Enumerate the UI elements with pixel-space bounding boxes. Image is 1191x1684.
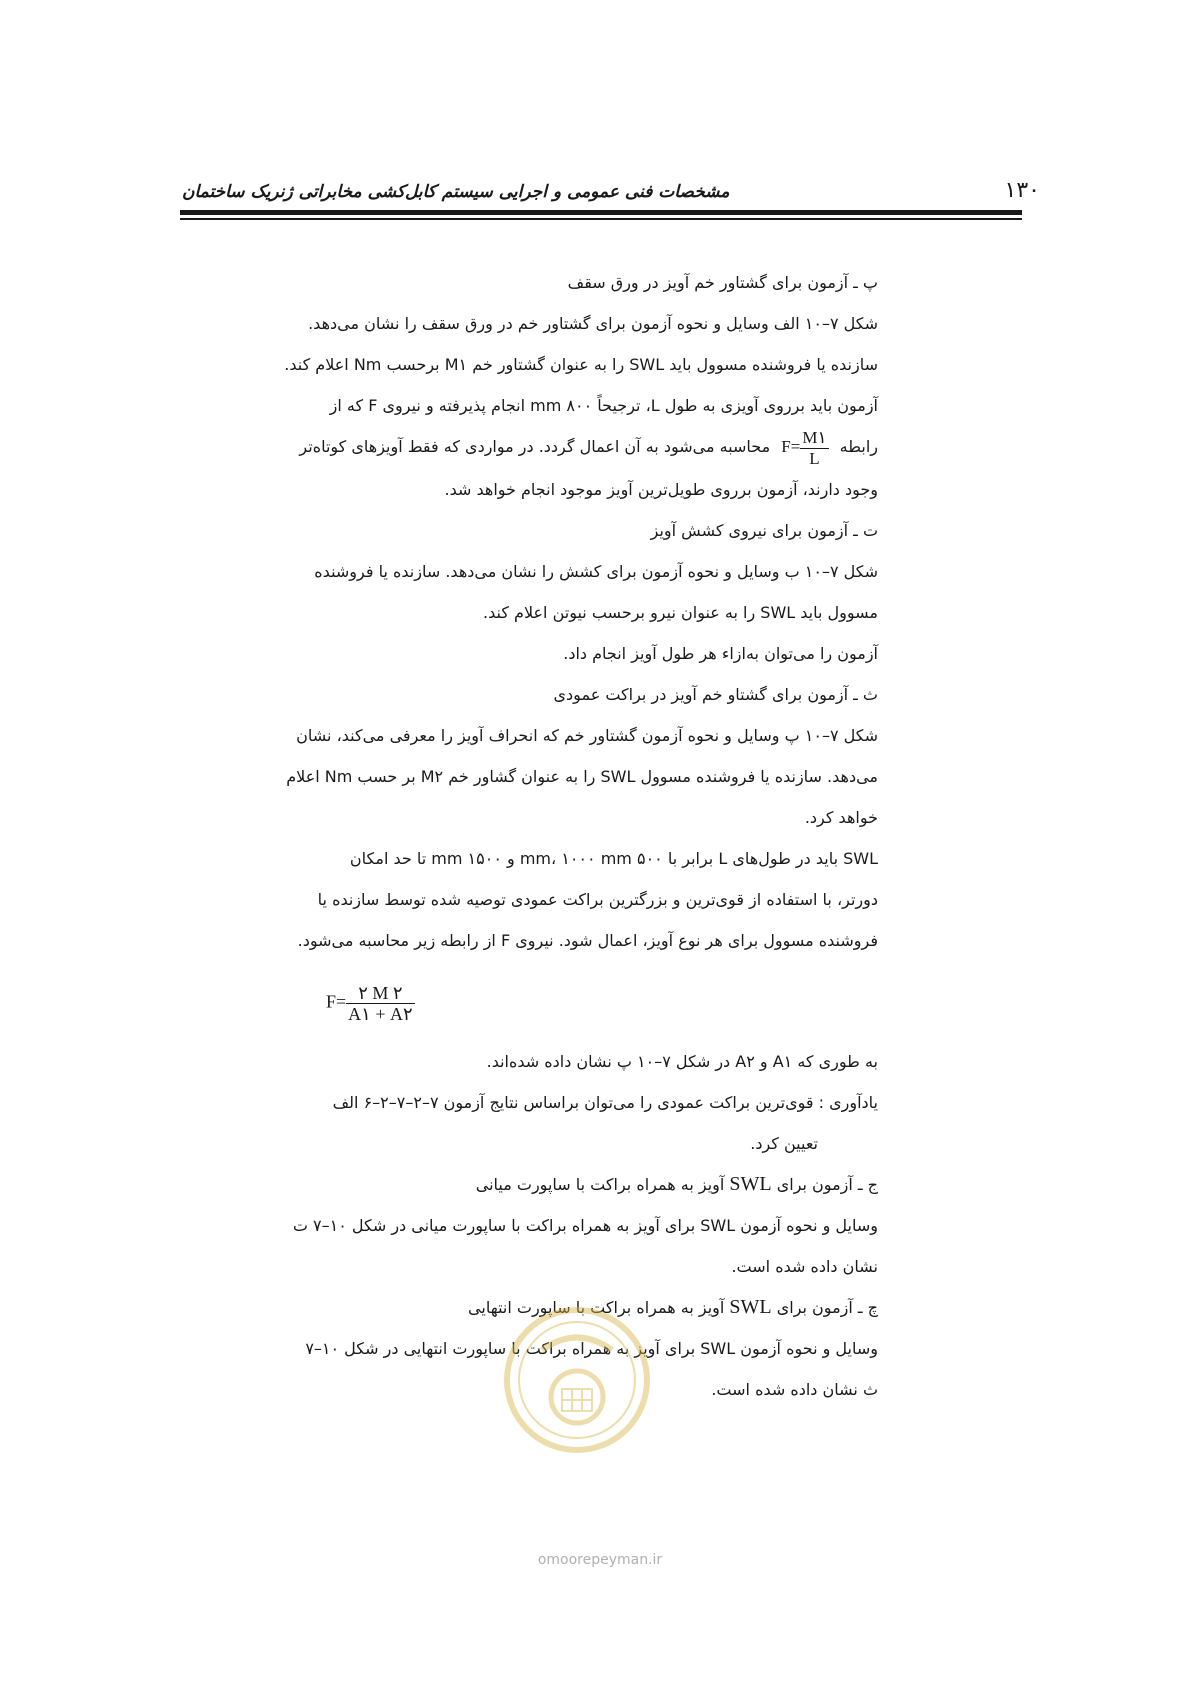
- paragraph-text: رابطه: [839, 437, 878, 456]
- section-heading-j: [178, 1164, 878, 1205]
- paragraph-line: شکل ۷–۱۰ الف وسایل و نحوه آزمون برای گشتاور خم در ورق سقف را نشان می‌دهد.: [308, 314, 878, 333]
- document-body: [178, 262, 878, 1410]
- running-header-title: مشخصات فنی عمومی و اجرایی سیستم کابل‌کشی مخابراتی ژنریک ساختمان: [182, 182, 730, 202]
- paragraph-line: سازنده یا فروشنده مسوول باید SWL را به عنوان گشتاور خم M۱ برحسب Nm اعلام کند.: [284, 355, 878, 374]
- heading-text: چ ـ آزمون برای: [776, 1297, 878, 1317]
- section-heading-th: ث ـ آزمون برای گشتاو خم آویز در براکت عمودی: [553, 684, 878, 704]
- paragraph-line: ث نشان داده شده است.: [711, 1379, 878, 1399]
- formula-fraction: [346, 983, 415, 1024]
- paragraph-line: شکل ۷–۱۰ پ وسایل و نحوه آزمون گشتاور خم که انحراف آویز را معرفی می‌کند، نشان: [296, 725, 878, 745]
- header-rule-thick: [180, 210, 1022, 215]
- paragraph-line: می‌دهد. سازنده یا فروشنده مسوول SWL را به عنوان گشاور خم M۲ بر حسب Nm اعلام: [286, 766, 878, 786]
- formula-numerator: M۱: [802, 427, 827, 447]
- paragraph-line: آزمون را می‌توان به‌ازاء هر طول آویز انجام داد.: [563, 643, 878, 663]
- formula-denominator: A۱ + A۲: [348, 1003, 413, 1024]
- heading-swl: SWL: [729, 1295, 772, 1318]
- header-rule-thin: [180, 218, 1022, 220]
- paragraph-line: فروشنده مسوول برای هر نوع آویز، اعمال شود. نیروی F از رابطه زیر محاسبه می‌شود.: [297, 930, 878, 950]
- paragraph-text: محاسبه می‌شود به آن اعمال گردد. در مواردی که فقط آویزهای کوتاه‌تر: [299, 437, 771, 456]
- watermark-url: omoorepeyman.ir: [537, 1552, 663, 1568]
- paragraph-line: وسایل و نحوه آزمون SWL برای آویز به همراه براکت با ساپورت میانی در شکل ۱۰–۷ ت: [292, 1215, 878, 1235]
- heading-text: ج ـ آزمون برای: [776, 1174, 878, 1194]
- formula-lhs: F=: [326, 991, 347, 1012]
- formula-lhs: F=: [781, 437, 801, 457]
- inline-formula: [781, 426, 828, 469]
- paragraph-line: SWL باید در طول‌های L برابر با ۵۰۰ mm، ۱۰۰۰ mm و ۱۵۰۰ mm تا حد امکان: [349, 848, 878, 868]
- section-heading-t: ت ـ آزمون برای نیروی کشش آویز: [650, 520, 878, 540]
- paragraph-line: به طوری که A۱ و A۲ در شکل ۷–۱۰ پ نشان داده شده‌اند.: [486, 1051, 878, 1071]
- paragraph-line: مسوول باید SWL را به عنوان نیرو برحسب نیوتن اعلام کند.: [483, 602, 878, 622]
- watermark-seal-icon: [502, 1305, 652, 1455]
- paragraph-line: وجود دارند، آزمون برروی طویل‌ترین آویز موجود انجام خواهد شد.: [444, 479, 878, 499]
- display-formula: [178, 961, 878, 1041]
- paragraph-line: آزمون باید برروی آویزی به طول L، ترجیحاً ۸۰۰ mm انجام پذیرفته و نیروی F که از: [329, 396, 878, 415]
- page-number: ۱۳۰: [1004, 178, 1040, 203]
- section-heading-p: پ ـ آزمون برای گشتاور خم آویز در ورق سقف: [567, 273, 878, 292]
- paragraph-line: شکل ۷–۱۰ ب وسایل و نحوه آزمون برای کشش را نشان می‌دهد. سازنده یا فروشنده: [314, 561, 878, 581]
- note-line: تعیین کرد.: [750, 1133, 818, 1153]
- paragraph-line: نشان داده شده است.: [731, 1256, 878, 1276]
- paragraph-line: دورتر، با استفاده از قوی‌ترین و بزرگترین براکت عمودی توصیه شده توسط سازنده یا: [317, 889, 878, 909]
- formula-numerator: ۲ M ۲: [346, 983, 415, 1004]
- heading-swl: SWL: [729, 1172, 772, 1195]
- formula-denominator: L: [809, 448, 820, 468]
- heading-text: آویز به همراه براکت با ساپورت میانی: [475, 1174, 725, 1194]
- formula-fraction: [800, 428, 828, 469]
- paragraph-line-with-formula: [178, 426, 878, 469]
- paragraph-line: وسایل و نحوه آزمون SWL برای آویز به همراه براکت با ساپورت انتهایی در شکل ۱۰–۷: [305, 1338, 878, 1358]
- paragraph-line: خواهد کرد.: [804, 807, 878, 827]
- heading-text: آویز به همراه براکت با ساپورت انتهایی: [468, 1297, 725, 1317]
- note-line: یادآوری : قوی‌ترین براکت عمودی را می‌توان براساس نتایج آزمون ۷–۲–۷–۲–۶ الف: [332, 1092, 878, 1112]
